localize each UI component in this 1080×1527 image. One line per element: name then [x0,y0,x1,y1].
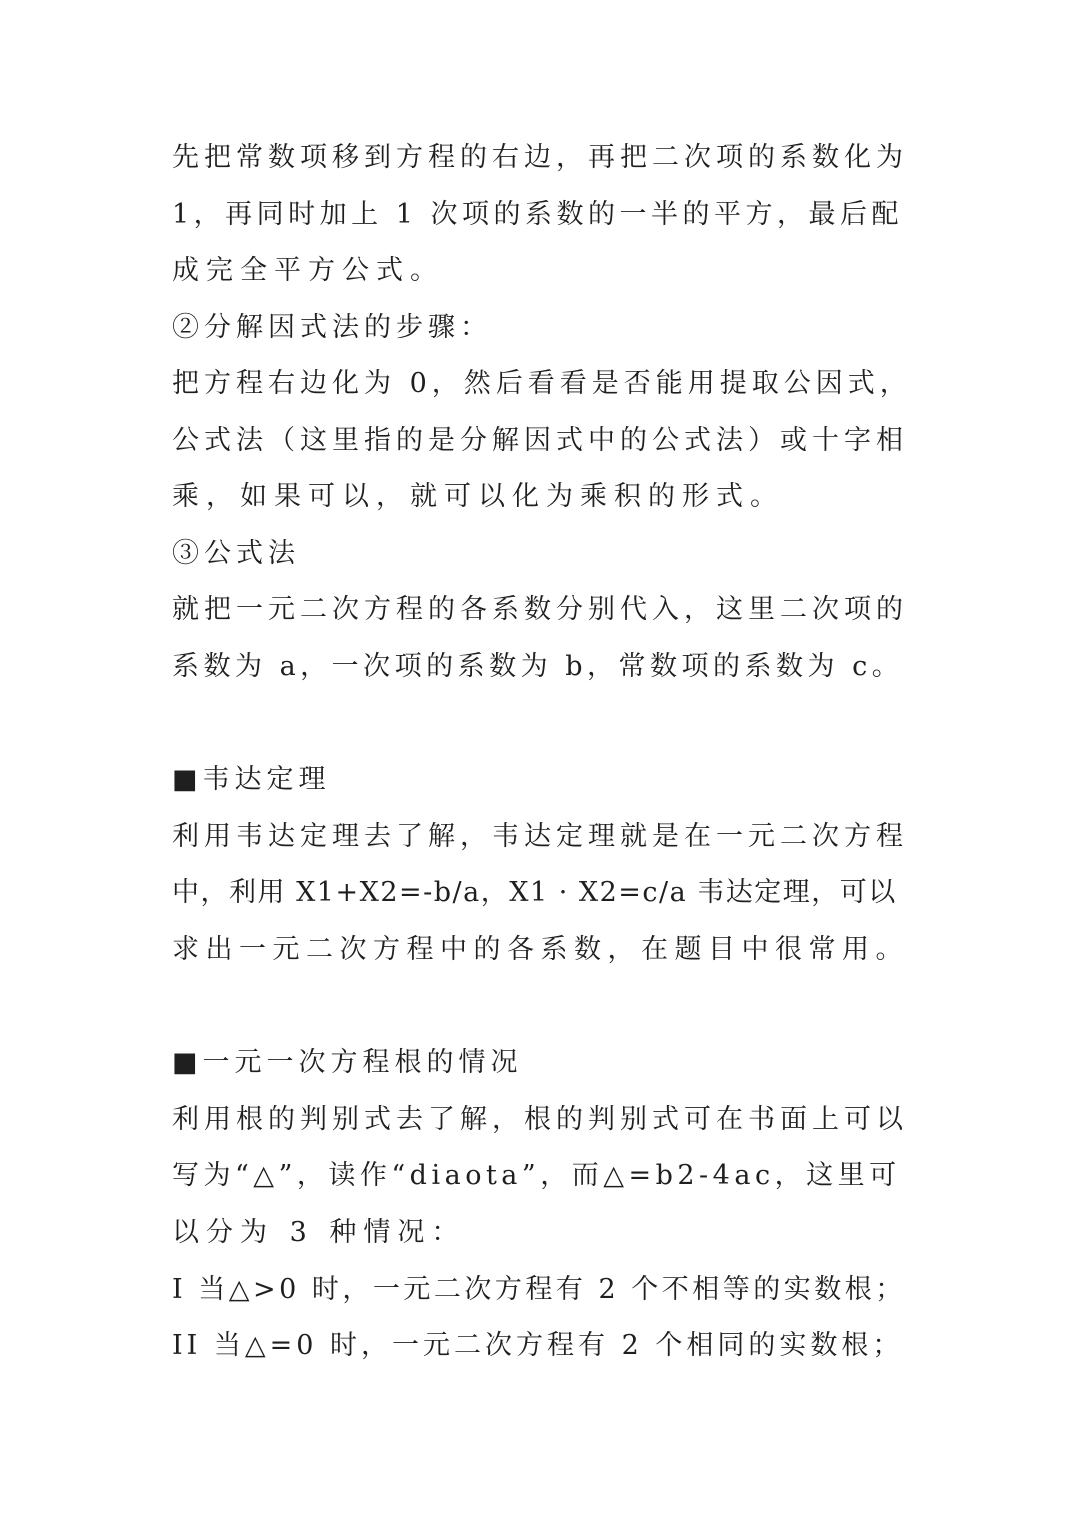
paragraph-line: 把方程右边化为 0，然后看看是否能用提取公因式， [172,368,912,399]
paragraph-line: 公式法（这里指的是分解因式中的公式法）或十字相 [172,425,908,456]
paragraph-line: 成完全平方公式。 [172,255,444,286]
paragraph-line: 写为“△”，读作“diaota”，而△=b2-4ac，这里可 [172,1160,901,1191]
section-heading: ■一元一次方程根的情况 [172,1047,523,1078]
list-item: I 当△>0 时，一元二次方程有 2 个不相等的实数根； [172,1274,906,1305]
list-item: II 当△=0 时，一元二次方程有 2 个相同的实数根； [172,1330,904,1361]
paragraph-line: 1，再同时加上 1 次项的系数的一半的平方，最后配 [172,199,904,230]
section-heading: ②分解因式法的步骤： [172,312,492,343]
paragraph-line: 就把一元二次方程的各系数分别代入，这里二次项的 [172,594,908,625]
section-heading: ③公式法 [172,538,300,569]
paragraph-line: 利用根的判别式去了解，根的判别式可在书面上可以 [172,1104,908,1135]
paragraph-line: 乘，如果可以，就可以化为乘积的形式。 [172,481,784,512]
paragraph-line: 利用韦达定理去了解，韦达定理就是在一元二次方程 [172,821,908,852]
paragraph-line: 以分为 3 种情况： [172,1217,466,1248]
paragraph-line: 求出一元二次方程中的各系数，在题目中很常用。 [172,934,909,965]
section-heading: ■韦达定理 [172,764,331,795]
paragraph-line: 系数为 a，一次项的系数为 b，常数项的系数为 c。 [172,651,904,682]
paragraph-line: 先把常数项移到方程的右边，再把二次项的系数化为 [172,142,908,173]
paragraph-line: 中，利用 X1+X2=-b/a，X1 · X2=c/a 韦达定理，可以 [172,877,897,908]
